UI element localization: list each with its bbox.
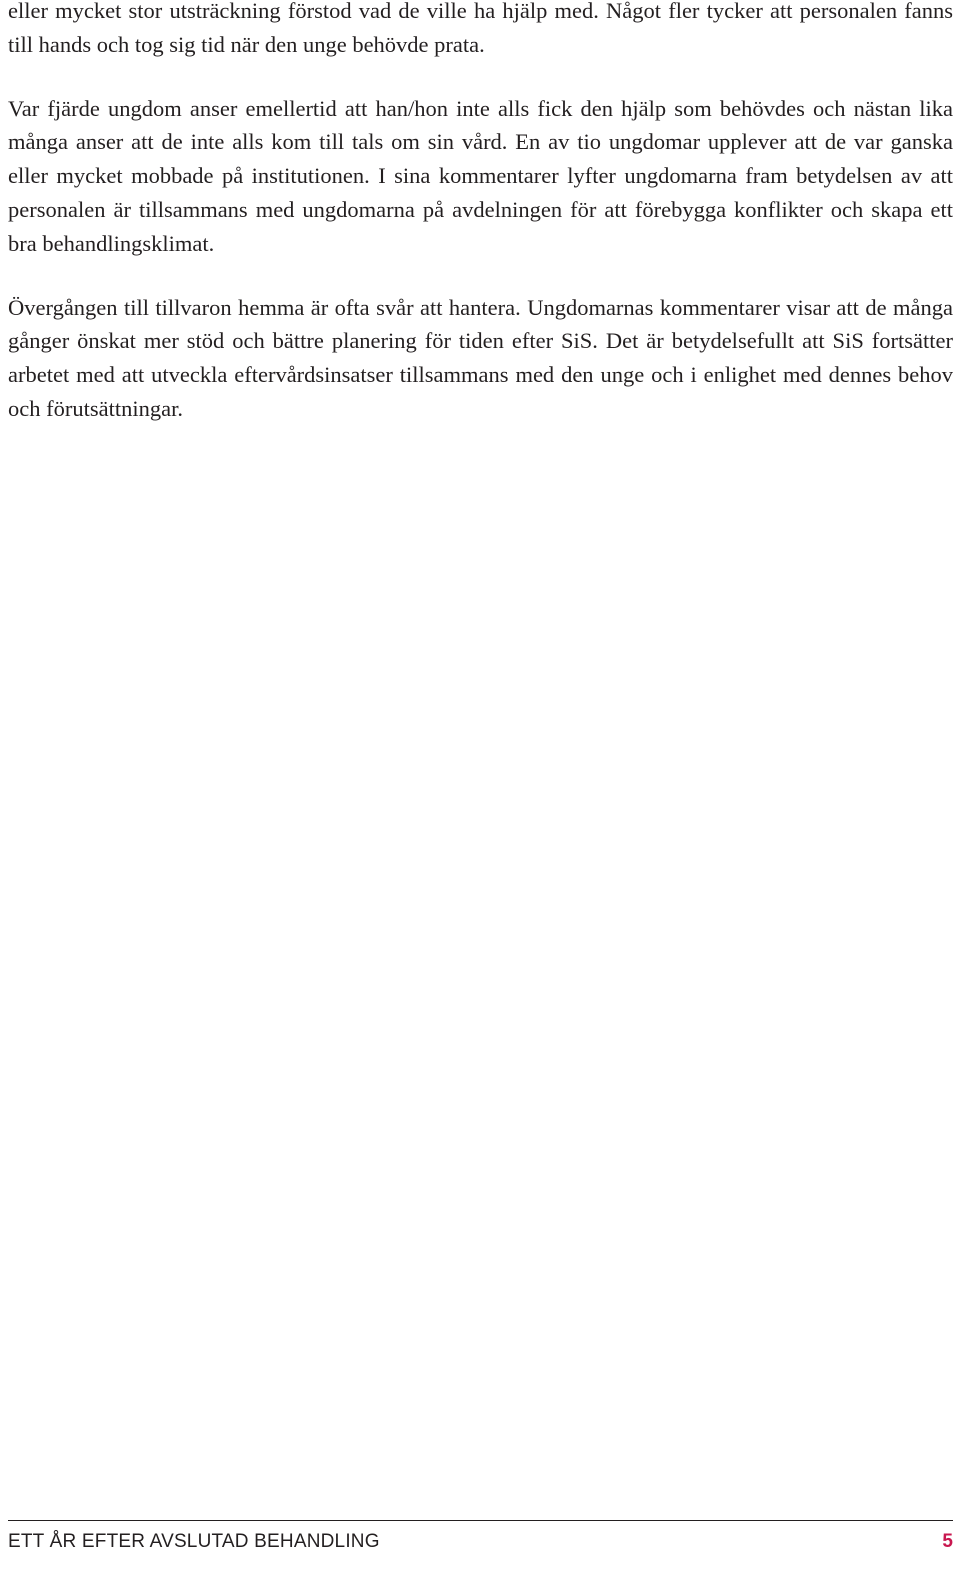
page-footer xyxy=(8,1520,953,1553)
paragraph-3: Övergången till tillvaron hemma är ofta svår att hantera. Ungdomarnas kommentarer visar att de många gånger önskat mer stöd och bättre planering för tiden efter SiS. Det är betydelsefullt att SiS fortsätter arbetet med att utveckla eftervårdsinsatser tillsammans med den unge och i enlighet med dennes behov och förutsättningar. xyxy=(8,294,953,421)
running-footer-title: ETT ÅR EFTER AVSLUTAD BEHANDLING xyxy=(8,1531,380,1552)
paragraph-2: Var fjärde ungdom anser emellertid att han/hon inte alls fick den hjälp som behövdes och nästan lika många anser att de inte alls kom till tals om sin vård. En av tio ungdomar upplever att de var ganska eller mycket mobbade på institutionen. I sina kommentarer lyfter ungdomarna fram betydelsen av att personalen är tillsammans med ungdomarna på avdelningen för att förebygga konflikter och skapa ett bra behandlingsklimat. xyxy=(8,95,953,256)
document-body xyxy=(8,0,953,456)
page-number: 5 xyxy=(942,1531,953,1552)
paragraph-1: eller mycket stor utsträckning förstod vad de ville ha hjälp med. Något fler tycker att personalen fanns till hands och tog sig tid när den unge behövde prata. xyxy=(8,0,953,57)
